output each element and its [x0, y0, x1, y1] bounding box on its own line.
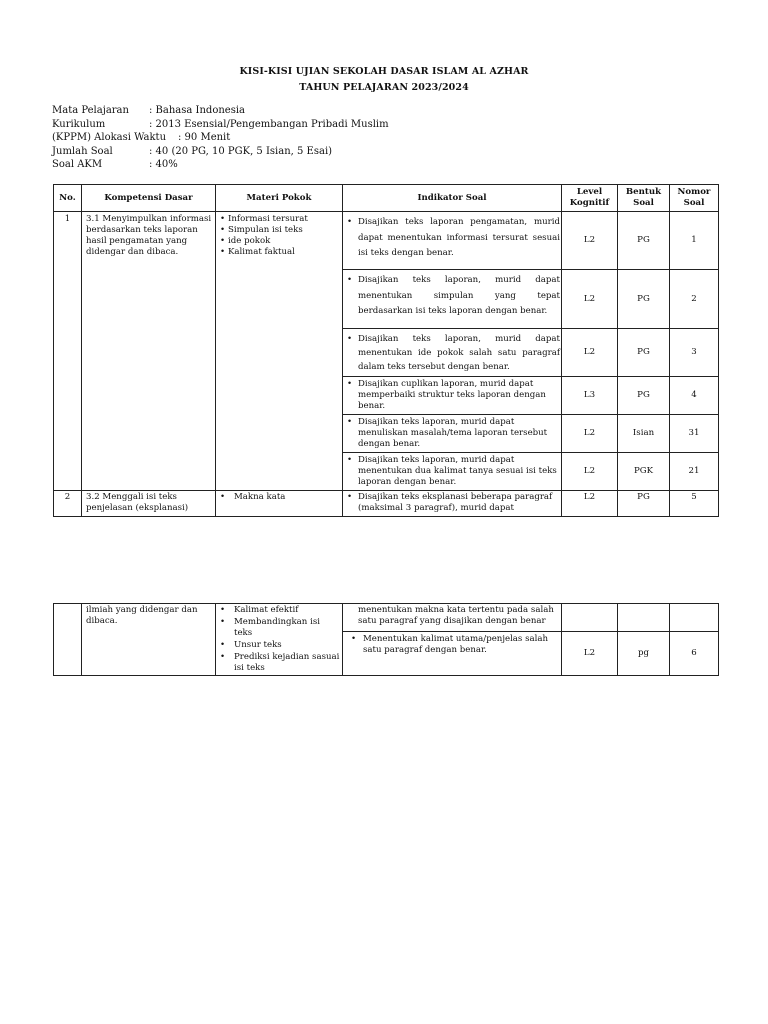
bentuk-cell: PG [618, 377, 670, 415]
level-cell: L2 [562, 631, 618, 675]
indikator-text: • Disajikan teks laporan, murid dapat menentukan ide pokok salah satu paragraf dalam teks tersebut dengan benar. [345, 331, 560, 374]
materi-pokok-cell [216, 212, 343, 491]
nomor-cell: 6 [670, 631, 719, 675]
indikator-cell [343, 453, 562, 491]
indikator-cell: menentukan makna kata tertentu pada salah satu paragraf yang disajikan dengan benar [343, 604, 562, 632]
kompetensi-dasar-cell: 3.1 Menyimpulkan informasi berdasarkan teks laporan hasil pengamatan yang didengar dan dibaca. [82, 212, 216, 491]
document-subtitle: TAHUN PELAJARAN 2023/2024 [299, 82, 469, 93]
nomor-cell: 4 [670, 377, 719, 415]
meta-value: : 90 Menit [178, 132, 231, 143]
indikator-cell [343, 270, 562, 329]
list-item: • ide pokok [220, 236, 340, 247]
indikator-cell [343, 631, 562, 675]
header-level-kognitif: Level Kognitif [562, 185, 618, 212]
table-row [54, 212, 719, 270]
header-indikator-soal: Indikator Soal [343, 185, 562, 212]
level-cell: L3 [562, 377, 618, 415]
grid-table [53, 184, 719, 517]
table-header-row [54, 185, 719, 212]
list-item: • Unsur teks [220, 640, 340, 651]
meta-label: Jumlah Soal [52, 145, 113, 157]
materi-pokok-cell [216, 491, 343, 517]
indikator-text: • Menentukan kalimat utama/penjelas salah satu paragraf dengan benar. [349, 634, 560, 656]
level-cell: L2 [562, 415, 618, 453]
continuation-table [53, 603, 719, 676]
meta-value: : 2013 Esensial/Pengembangan Pribadi Muslim [149, 118, 389, 130]
level-cell: L2 [562, 453, 618, 491]
bentuk-cell: PGK [618, 453, 670, 491]
indikator-text: • Disajikan teks laporan, murid dapat menentukan dua kalimat tanya sesuai isi teks laporan dengan benar. [345, 455, 560, 488]
row-number: 1 [54, 212, 82, 491]
kompetensi-dasar-cell: 3.2 Menggali isi teks penjelasan (eksplanasi) [82, 491, 216, 517]
indikator-cell [343, 212, 562, 270]
bentuk-cell [618, 604, 670, 632]
meta-label: (KPPM) Alokasi Waktu [52, 132, 167, 143]
table-row [54, 491, 719, 517]
nomor-cell: 1 [670, 212, 719, 270]
level-cell: L2 [562, 270, 618, 329]
nomor-cell: 5 [670, 491, 719, 517]
indikator-cell [343, 415, 562, 453]
bentuk-cell: PG [618, 329, 670, 377]
document-title: KISI-KISI UJIAN SEKOLAH DASAR ISLAM AL AZHAR [239, 66, 529, 77]
header-nomor-soal: Nomor Soal [670, 185, 719, 212]
level-cell [562, 604, 618, 632]
header-bentuk-soal: Bentuk Soal [618, 185, 670, 212]
indikator-text: • Disajikan teks laporan, murid dapat menentukan simpulan yang tepat berdasarkan isi teks laporan dengan benar. [345, 272, 560, 320]
indikator-cell [343, 329, 562, 377]
nomor-cell: 21 [670, 453, 719, 491]
level-cell: L2 [562, 491, 618, 517]
row-number [54, 604, 82, 676]
bentuk-cell: PG [618, 270, 670, 329]
meta-label: Mata Pelajaran [52, 105, 129, 116]
nomor-cell: 31 [670, 415, 719, 453]
list-item: • Kalimat efektif [220, 605, 340, 616]
list-item: • Makna kata [220, 492, 340, 503]
table-row [54, 604, 719, 632]
list-item: • Membandingkan isi teks [220, 617, 340, 639]
meta-value: : 40 (20 PG, 10 PGK, 5 Isian, 5 Esai) [149, 145, 333, 157]
level-cell: L2 [562, 212, 618, 270]
indikator-text: • Disajikan cuplikan laporan, murid dapat memperbaiki struktur teks laporan dengan benar. [345, 379, 560, 412]
kompetensi-dasar-cell: ilmiah yang didengar dan dibaca. [82, 604, 216, 676]
meta-value: : 40% [149, 159, 178, 170]
bentuk-cell: pg [618, 631, 670, 675]
row-number: 2 [54, 491, 82, 517]
meta-value: : Bahasa Indonesia [149, 105, 245, 116]
header-materi-pokok: Materi Pokok [216, 185, 343, 212]
nomor-cell: 2 [670, 270, 719, 329]
level-cell: L2 [562, 329, 618, 377]
nomor-cell [670, 604, 719, 632]
list-item: • Prediksi kejadian sasuai isi teks [220, 652, 340, 674]
indikator-text: • Disajikan teks laporan, murid dapat menuliskan masalah/tema laporan tersebut dengan benar. [345, 417, 560, 450]
bentuk-cell: Isian [618, 415, 670, 453]
materi-pokok-cell [216, 604, 343, 676]
list-item: • Informasi tersurat [220, 214, 340, 225]
list-item: • Kalimat faktual [220, 247, 340, 258]
list-item: • Simpulan isi teks [220, 225, 340, 236]
header-kompetensi-dasar: Kompetensi Dasar [82, 185, 216, 212]
indikator-text: • Disajikan teks laporan pengamatan, murid dapat menentukan informasi tersurat sesuai isi teks dengan benar. [345, 214, 560, 262]
bentuk-cell: PG [618, 491, 670, 517]
indikator-cell [343, 491, 562, 517]
nomor-cell: 3 [670, 329, 719, 377]
bentuk-cell: PG [618, 212, 670, 270]
header-no: No. [54, 185, 82, 212]
meta-label: Kurikulum [52, 118, 106, 130]
indikator-cell [343, 377, 562, 415]
indikator-text: • Disajikan teks eksplanasi beberapa paragraf (maksimal 3 paragraf), murid dapat [345, 492, 560, 514]
meta-label: Soal AKM [52, 159, 103, 170]
